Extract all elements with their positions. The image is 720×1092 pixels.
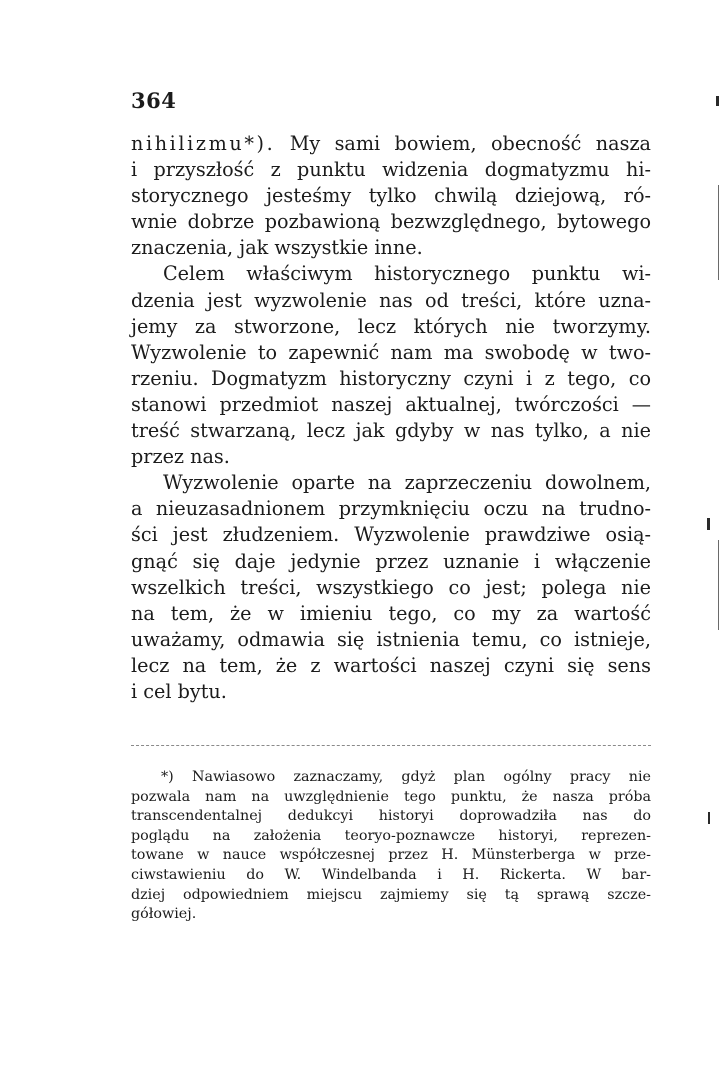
scan-edge-mark [716,96,719,106]
text-line: i cel bytu. [131,679,227,703]
text-line: na tem, że w imieniu tego, co my za wartość [131,601,651,625]
text-line: Wyzwolenie to zapewnić nam ma swobodę w two- [131,340,651,364]
scan-edge-mark [718,185,719,280]
scan-edge-mark [708,812,710,824]
text-line: ści jest złudzeniem. Wyzwolenie prawdziwe osią- [131,523,651,547]
text-line: i przyszłość z punktu widzenia dogmatyzmu hi- [131,158,651,182]
text-fragment: My sami bowiem, obecność nasza [289,132,651,155]
footnote-block [131,768,651,925]
text-line: stanowi przedmiot naszej aktualnej, twórczości — [131,392,651,416]
text-line: wszelkich treści, wszystkiego co jest; polega nie [131,575,651,599]
footnote-line: transcendentalnej dedukcyi historyi doprowadziła nas do [131,808,651,825]
footnote-line: ciwstawieniu do W. Windelbanda i H. Rickerta. W bar- [131,866,651,883]
footnote-line: pozwala nam na uwzględnienie tego punktu, że nasza próba [131,788,651,805]
scan-edge-mark [707,518,710,530]
text-line: Celem właściwym historycznego punktu wi- [163,262,651,286]
text-line: uważamy, odmawia się istnienia temu, co istnieje, [131,627,651,651]
footnote-line: poglądu na założenia teoryo-poznawcze historyi, reprezen- [131,827,651,844]
text-line: znaczenia, jak wszystkie inne. [131,236,423,260]
text-line: gnąć się daje jedynie przez uznanie i włączenie [131,549,651,573]
text-line: lecz na tem, że z wartości naszej czyni się sens [131,653,651,677]
footnote-line: *) Nawiasowo zaznaczamy, gdyż plan ogólny pracy nie [161,769,651,785]
text-line: treść stwarzaną, lecz jak gdyby w nas tylko, a nie [131,419,651,443]
text-line: Wyzwolenie oparte na zaprzeczeniu dowolnem, [163,471,651,495]
text-line: rzeniu. Dogmatyzm historyczny czyni i z tego, co [131,366,651,390]
page-number: 364 [131,88,177,113]
footnote-line: gółowiej. [131,906,197,923]
footnote-line: towane w nauce współczesnej przez H. Münsterberga w prze- [131,847,651,864]
text-line: a nieuzasadnionem przymknięciu oczu na trudno- [131,497,651,521]
main-text-block [131,131,651,705]
text-line: jemy za stworzone, lecz których nie tworzymy. [131,314,651,338]
text-line [131,131,651,157]
text-line: storycznego jesteśmy tylko chwilą dziejową, ró- [131,184,651,208]
text-line: dzenia jest wyzwolenie nas od treści, które uzna- [131,288,651,312]
footnote-separator [131,745,651,746]
text-line: wnie dobrze pozbawioną bezwzględnego, bytowego [131,210,651,234]
scan-edge-mark [718,540,719,630]
text-line: przez nas. [131,445,230,469]
footnote-line: dziej odpowiedniem miejscu zajmiemy się tą sprawą szcze- [131,886,651,903]
spaced-word: nihilizmu*). [131,132,276,155]
